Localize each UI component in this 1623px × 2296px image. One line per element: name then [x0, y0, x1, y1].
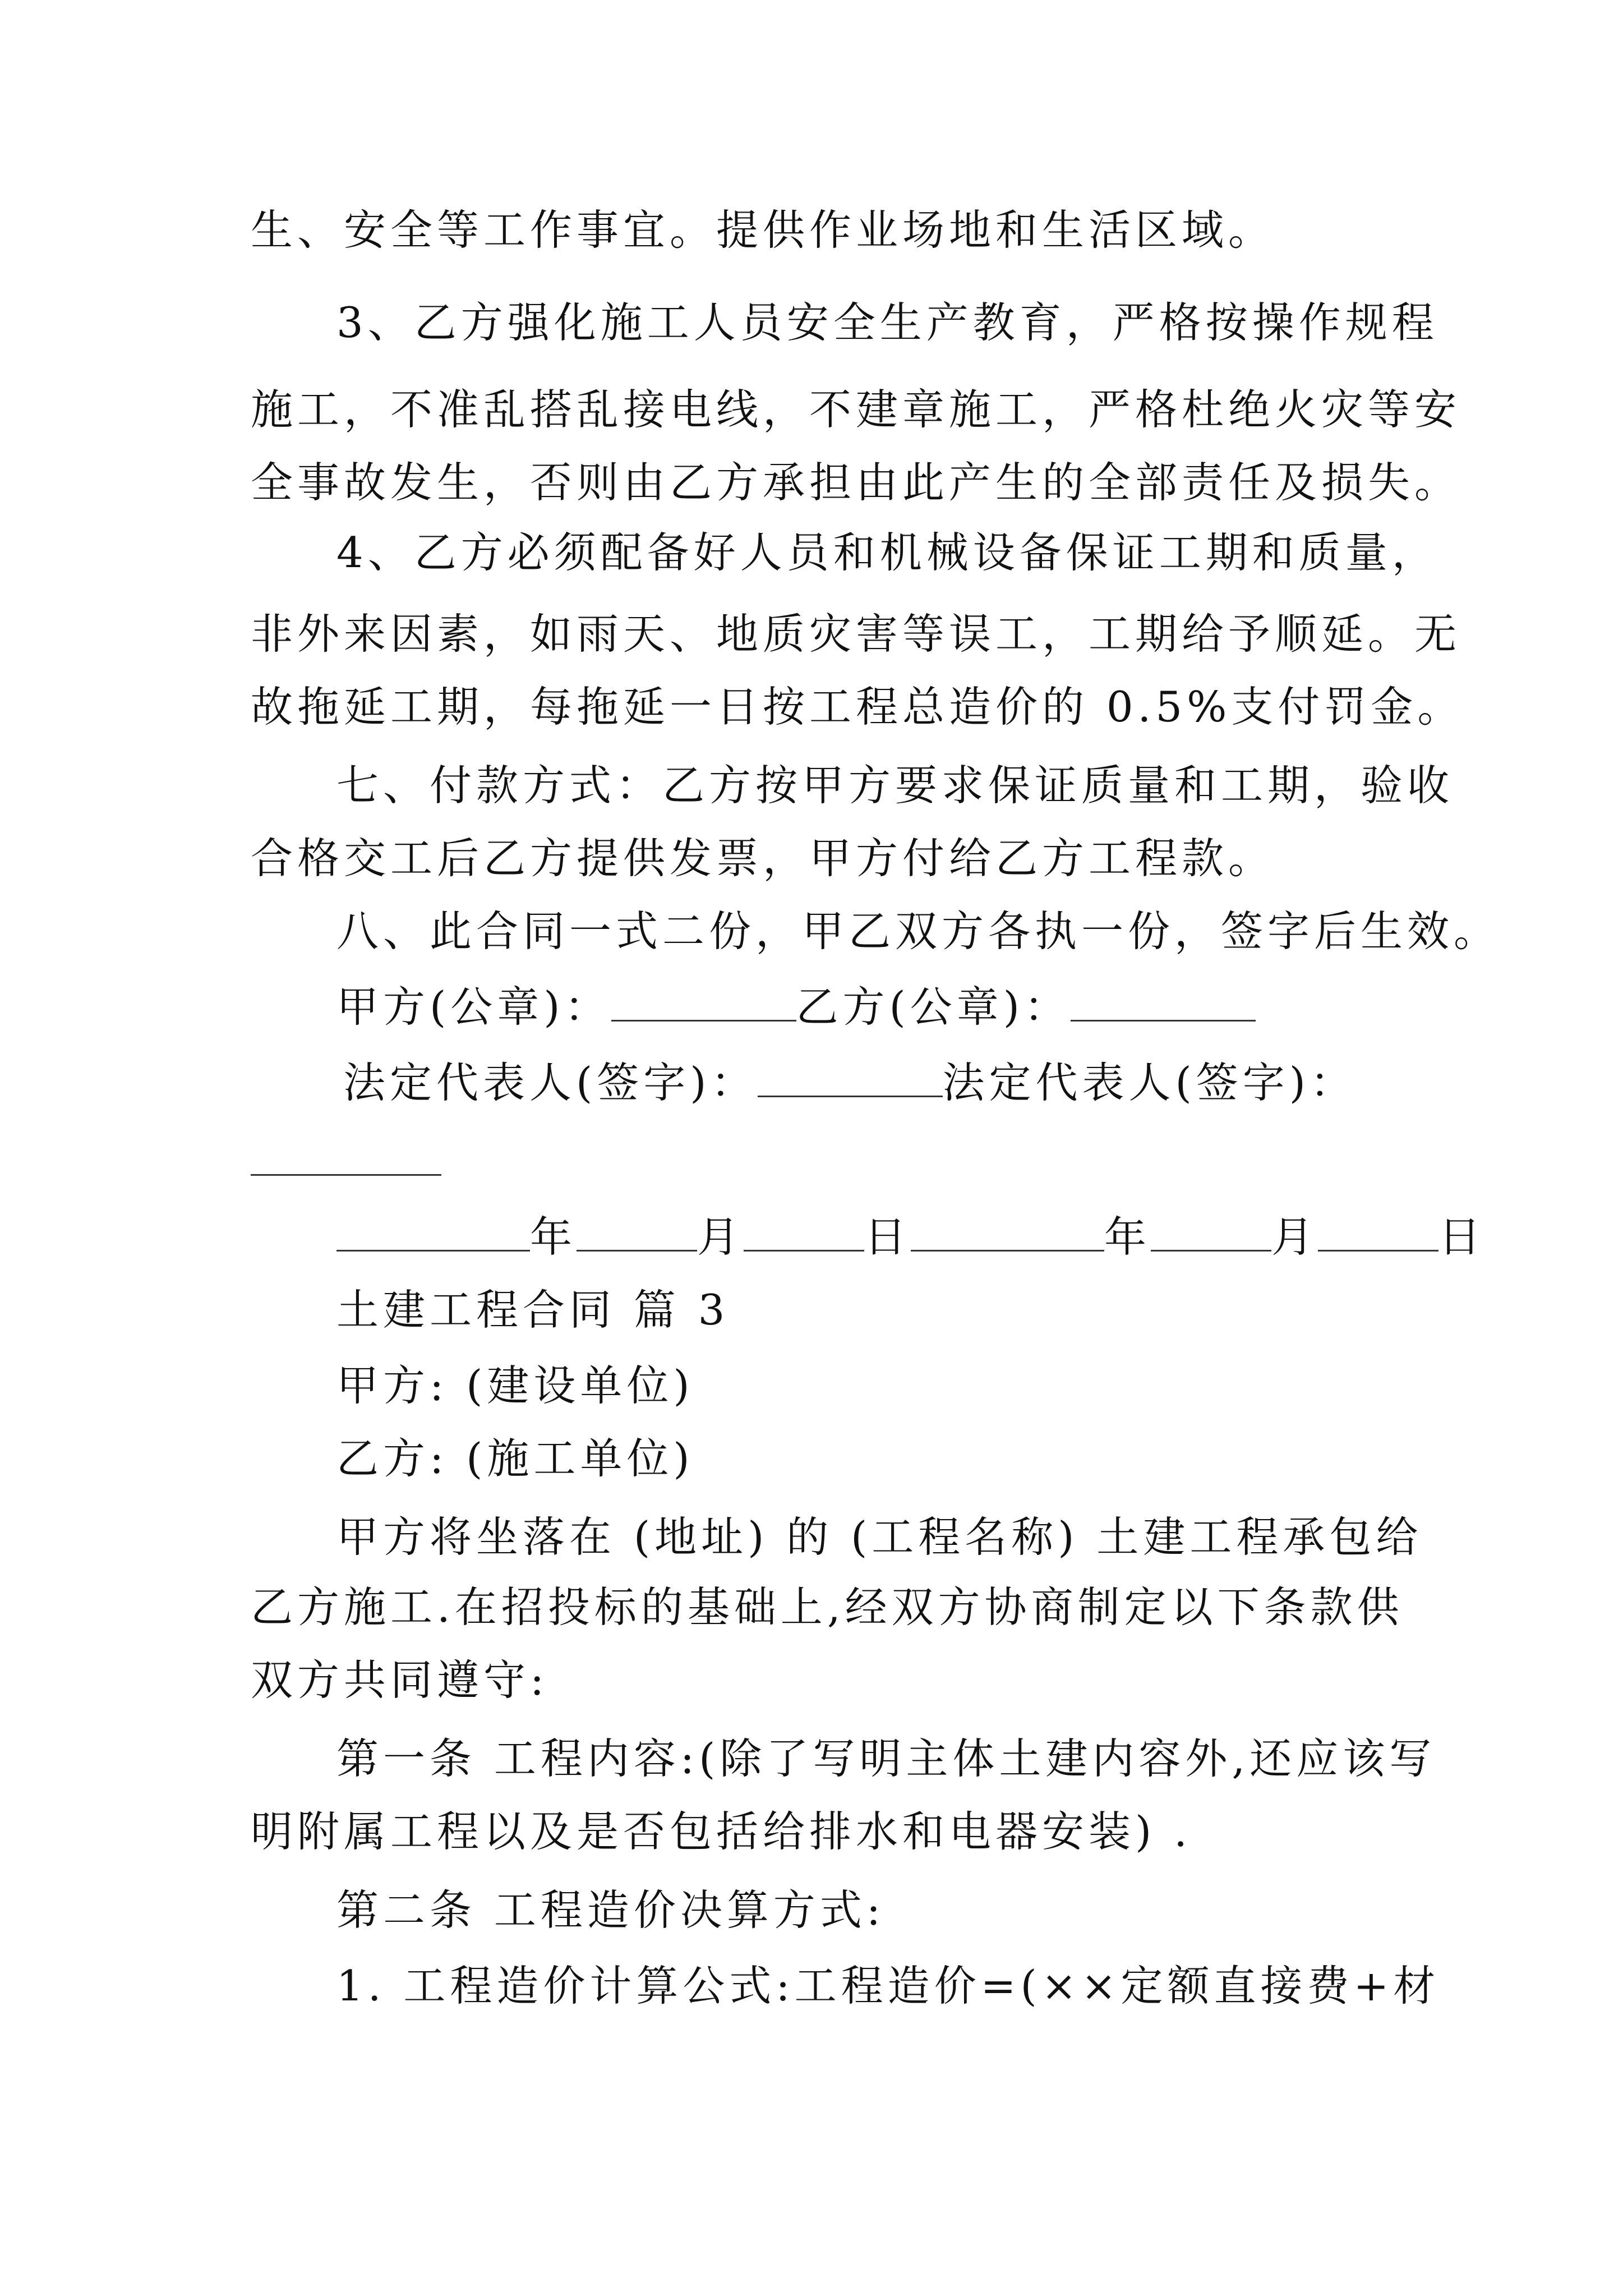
year-blank-b	[911, 1216, 1104, 1251]
legal-rep-b-blank	[251, 1174, 441, 1176]
article-1-line: 明附属工程以及是否包括给排水和电器安装) .	[251, 1807, 1192, 1856]
text-line: 合格交工后乙方提供发票，甲方付给乙方工程款。	[251, 834, 1275, 883]
intro-line: 乙方施工.在招投标的基础上,经双方协商制定以下条款供	[251, 1582, 1404, 1632]
text-line: 4、乙方必须配备好人员和机械设备保证工期和质量，	[336, 528, 1438, 577]
article-1-line: 第一条 工程内容:(除了写明主体土建内容外,还应该写	[336, 1734, 1436, 1783]
legal-rep-line	[343, 1055, 1357, 1111]
legal-rep-b-label: 法定代表人(签字)：	[942, 1058, 1357, 1107]
date-line	[336, 1209, 1485, 1265]
party-a-seal-label: 甲方(公章)：	[336, 982, 611, 1032]
day-label-a: 日	[864, 1212, 911, 1262]
party-b-seal-blank	[1071, 986, 1256, 1022]
legal-rep-a-label: 法定代表人(签字)：	[343, 1058, 758, 1107]
party-b-seal-label: 乙方(公章)：	[796, 982, 1071, 1032]
text-line: 施工，不准乱搭乱接电线，不建章施工，严格杜绝火灾等安	[251, 385, 1461, 434]
party-a-seal-blank	[611, 986, 796, 1022]
month-blank-b	[1151, 1216, 1271, 1251]
intro-line: 双方共同遵守:	[251, 1655, 549, 1705]
text-line: 生、安全等工作事宜。提供作业场地和生活区域。	[251, 205, 1275, 255]
year-label-b: 年	[1104, 1212, 1151, 1262]
item-1-line: 1. 工程造价计算公式:工程造价=(××定额直接费+材	[336, 1961, 1440, 2010]
intro-line: 甲方将坐落在 (地址) 的 (工程名称) 土建工程承包给	[336, 1512, 1423, 1562]
section-title: 土建工程合同 篇 3	[336, 1285, 730, 1335]
month-blank-a	[577, 1216, 697, 1251]
party-a-line: 甲方: (建设单位)	[336, 1361, 694, 1410]
text-line: 全事故发生，否则由乙方承担由此产生的全部责任及损失。	[251, 458, 1461, 507]
month-label-b: 月	[1271, 1212, 1318, 1262]
text-line: 故拖延工期，每拖延一日按工程总造价的 0.5%支付罚金。	[251, 682, 1464, 731]
day-blank-a	[744, 1216, 864, 1251]
month-label-a: 月	[697, 1212, 744, 1262]
seal-line	[336, 979, 1256, 1035]
year-blank-a	[336, 1216, 530, 1251]
text-line: 非外来因素，如雨天、地质灾害等误工，工期给予顺延。无	[251, 609, 1461, 659]
party-b-line: 乙方: (施工单位)	[336, 1434, 694, 1483]
article-2-line: 第二条 工程造价决算方式:	[336, 1885, 886, 1935]
text-line: 3、乙方强化施工人员安全生产教育，严格按操作规程	[336, 298, 1438, 347]
text-line: 七、付款方式：乙方按甲方要求保证质量和工期，验收	[336, 761, 1454, 810]
legal-rep-a-blank	[758, 1062, 943, 1097]
day-blank-b	[1318, 1216, 1438, 1251]
text-line: 八、此合同一式二份，甲乙双方各执一份，签字后生效。	[336, 907, 1501, 956]
year-label-a: 年	[530, 1212, 577, 1262]
day-label-b: 日	[1438, 1212, 1486, 1262]
